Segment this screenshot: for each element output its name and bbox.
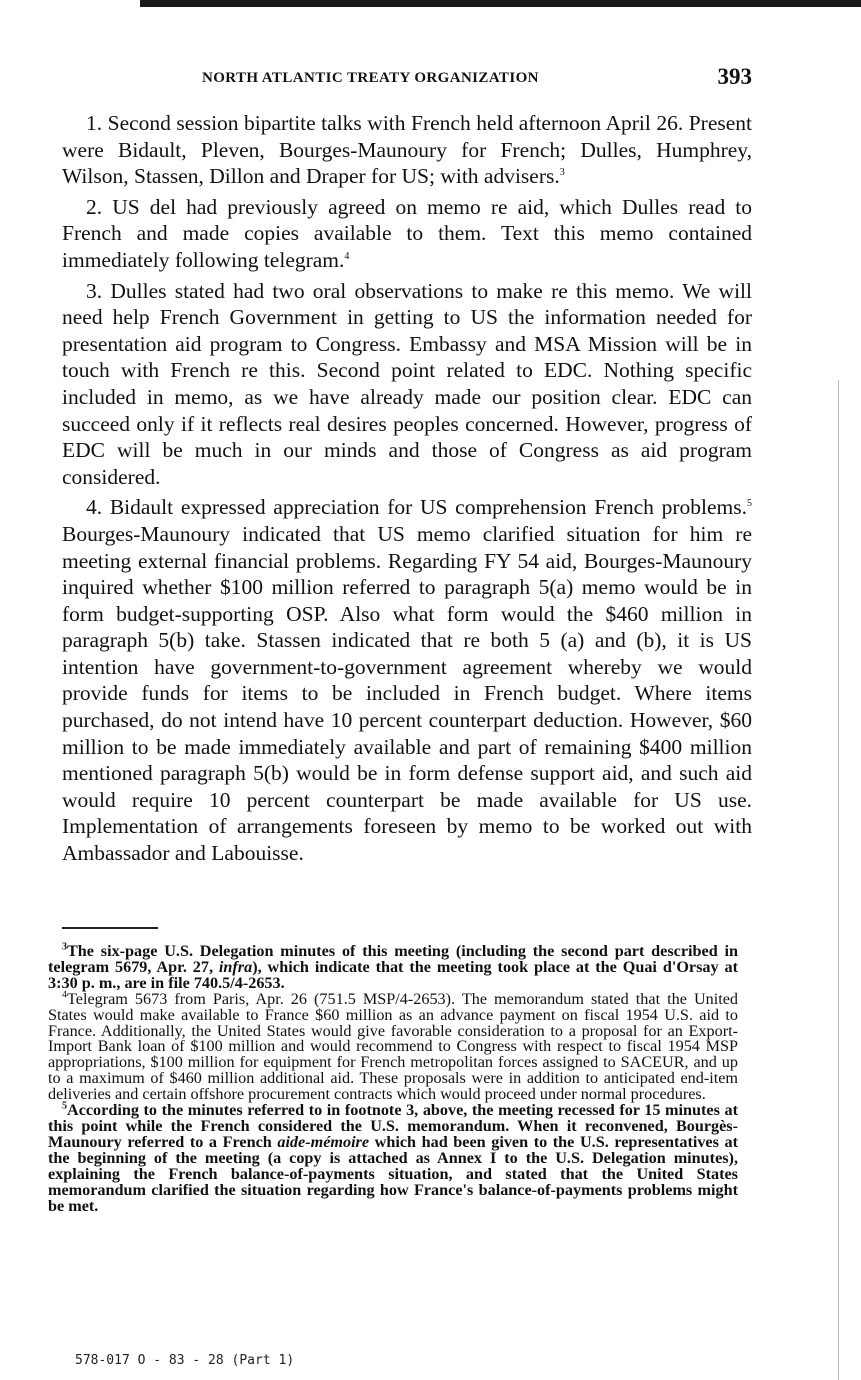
page-edge-line	[838, 380, 839, 1380]
running-title: NORTH ATLANTIC TREATY ORGANIZATION	[202, 70, 539, 86]
page-number: 393	[717, 64, 752, 89]
footnote-3: $^3$The six-page U.S. Delegation minutes of this meeting (including the second part described in telegram 5679, Apr. 27, infra), which indicate that the meeting took place at the Quai d'Orsay at 3:30 p. m., are in file 740.5/4-2653.	[48, 941, 738, 992]
print-imprint: 578-017 O - 83 - 28 (Part 1)	[75, 1353, 295, 1368]
footnote-mark: 3	[62, 941, 67, 953]
paragraph-4: 4. Bidault expressed appreciation for US comprehension French problems.$^5$ Bourges-Maunoury indicated that US memo clarified situation for him re meeting external financial problems. Regarding FY 54 aid, Bourges-Maunoury inquired whether $100 million referred to paragraph 5(a) memo would be in form budget-supporting OSP. Also what form would the $460 million in paragraph 5(b) take. Stassen indicated that re both 5 (a) and (b), it is US intention have government-to-government agreement whereby we would provide funds for items to be included in French budget. Where items purchased, do not intend have 10 percent counterpart deduction. However, $60 million to be made immediately available and part of remaining $400 million mentioned paragraph 5(b) would be in form defense support aid, and such aid would require 10 percent counterpart be made available for US use. Implementation of arrangements foreseen by memo to be worked out with Ambassador and Labouisse.	[62, 495, 752, 866]
footnotes	[48, 941, 738, 1215]
footnote-4: $^4$Telegram 5673 from Paris, Apr. 26 (751.5 MSP/4-2653). The memorandum stated that the United States would make available to France $60 million as an advance payment on fiscal 1954 U.S. aid to France. Additionally, the United States would give favorable consideration to a proposal for an Export-Import Bank loan of $100 million and would recommend to Congress with respect to fiscal 1954 MSP appropriations, $100 million for equipment for French metropolitan forces assigned to SACEUR, and up to a maximum of $460 million additional aid. These proposals were in addition to anticipated end-item deliveries and certain offshore procurement contracts which would proceed under normal procedures.	[48, 989, 738, 1104]
footnote-ref: 4	[344, 250, 350, 262]
footnote-ref: 5	[747, 498, 752, 510]
paragraph-1: 1. Second session bipartite talks with French held afternoon April 26. Present were Bidault, Pleven, Bourges-Maunoury for French; Dulles, Humphrey, Wilson, Stassen, Dillon and Draper for US; with advisers.$^3$	[62, 111, 752, 189]
running-head	[62, 64, 752, 98]
footnote-ref: 3	[559, 167, 565, 179]
main-text	[62, 110, 752, 871]
footnote-mark: 4	[62, 989, 67, 1001]
footnote-separator	[62, 927, 158, 929]
paragraph-3: 3. Dulles stated had two oral observations to make re this memo. We will need help French Government in getting to US the information needed for presentation aid program to Congress. Embassy and MSA Mission will be in touch with French re this. Second point related to EDC. Nothing specific included in memo, as we have already made our position clear. EDC can succeed only if it reflects real desires peoples concerned. However, progress of EDC will be much in our minds and those of Congress as aid program considered.	[62, 278, 752, 489]
footnote-mark: 5	[62, 1100, 67, 1112]
paragraph-2: 2. US del had previously agreed on memo re aid, which Dulles read to French and made copies available to them. Text this memo contained immediately following telegram.$^4$	[62, 194, 752, 272]
top-edge-rule	[140, 0, 861, 7]
footnote-5: $^5$According to the minutes referred to in footnote 3, above, the meeting recessed for 15 minutes at this point while the French considered the U.S. memorandum. When it reconvened, Bourgès-Maunoury referred to a French aide-mémoire which had been given to the U.S. representatives at the beginning of the meeting (a copy is attached as Annex I to the U.S. Delegation minutes), explaining the French balance-of-payments situation, and stated that the United States memorandum clarified the situation regarding how France's balance-of-payments problems might be met.	[48, 1100, 738, 1215]
